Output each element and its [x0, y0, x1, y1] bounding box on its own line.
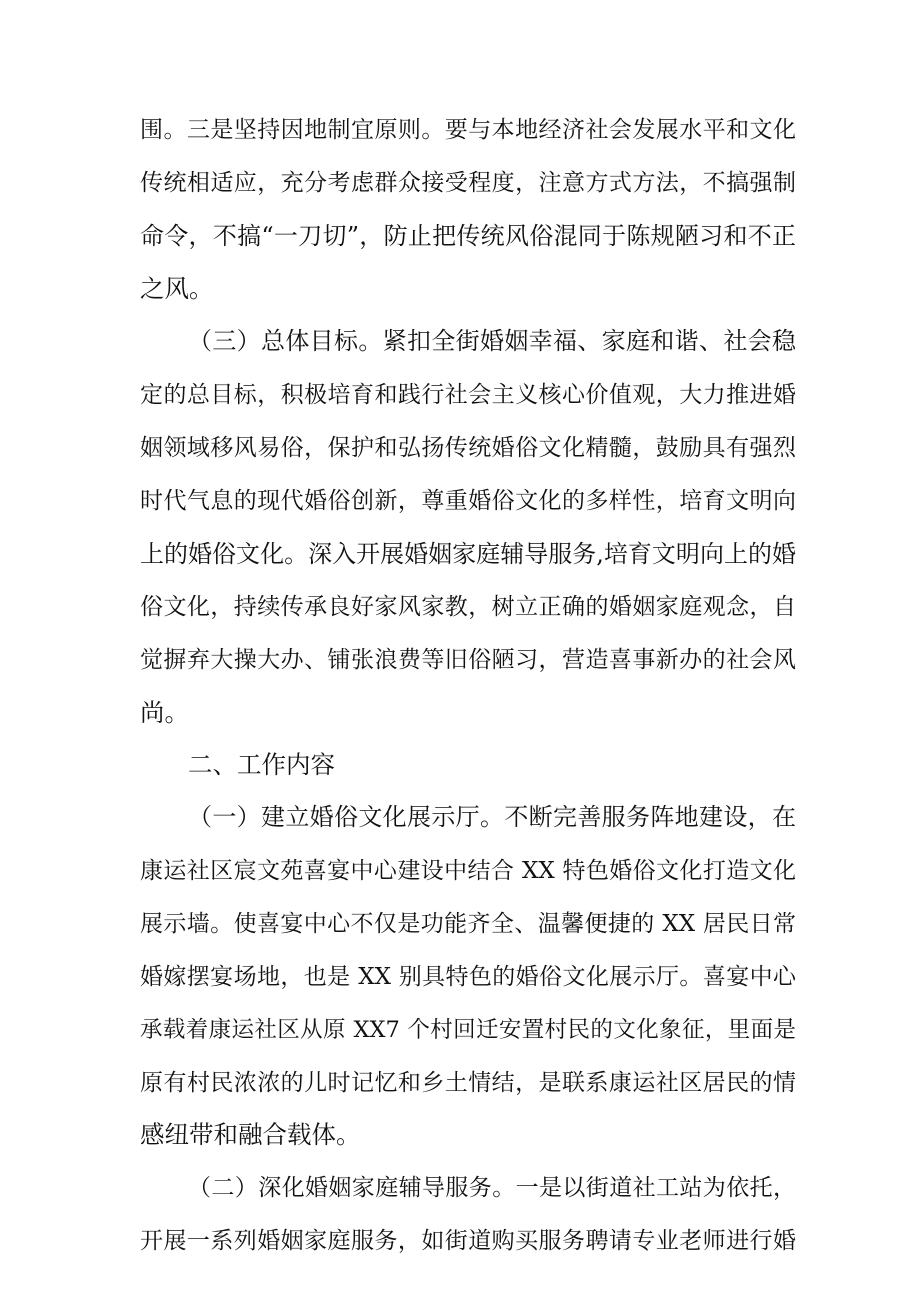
section-heading: 二、工作内容 — [188, 750, 335, 779]
text-line: 婚嫁摆宴场地，也是 XX 别具特色的婚俗文化展示厅。喜宴中心 — [140, 964, 796, 990]
text-line: 围。三是坚持因地制宜原则。要与本地经济社会发展水平和文化 — [140, 117, 796, 143]
text-line: 觉摒弃大操大办、铺张浪费等旧俗陋习，营造喜事新办的社会风 — [140, 647, 796, 673]
text-line: 之风。 — [140, 274, 214, 303]
text-line: 俗文化，持续传承良好家风家教，树立正确的婚姻家庭观念，自 — [140, 594, 796, 620]
text-line: 展示墙。使喜宴中心不仅是功能齐全、温馨便捷的 XX 居民日常 — [140, 911, 796, 937]
text-line: （二）深化婚姻家庭辅导服务。一是以街道社工站为依托， — [188, 1175, 796, 1201]
text-line: 承载着康运社区从原 XX7 个村回迁安置村民的文化象征，里面是 — [140, 1017, 796, 1043]
text-line: 时代气息的现代婚俗创新，尊重婚俗文化的多样性，培育文明向 — [140, 488, 796, 514]
text-line: 开展一系列婚姻家庭服务，如街道购买服务聘请专业老师进行婚 — [140, 1228, 796, 1254]
text-line: 上的婚俗文化。深入开展婚姻家庭辅导服务,培育文明向上的婚 — [140, 540, 796, 568]
text-line: 姻领域移风易俗，保护和弘扬传统婚俗文化精髓，鼓励具有强烈 — [140, 435, 796, 461]
text-line: （一）建立婚俗文化展示厅。不断完善服务阵地建设，在 — [188, 803, 796, 831]
text-line: （三）总体目标。紧扣全街婚姻幸福、家庭和谐、社会稳 — [188, 327, 796, 355]
text-line: 传统相适应，充分考虑群众接受程度，注意方式方法，不搞强制 — [140, 170, 796, 196]
text-line: 康运社区宸文苑喜宴中心建设中结合 XX 特色婚俗文化打造文化 — [140, 858, 796, 884]
text-line: 原有村民浓浓的儿时记忆和乡土情结，是联系康运社区居民的情 — [140, 1070, 796, 1096]
text-line: 命令，不搞“一刀切”，防止把传统风俗混同于陈规陋习和不正 — [140, 222, 796, 250]
text-line: 尚。 — [140, 698, 189, 727]
text-line: 定的总目标，积极培育和践行社会主义核心价值观，大力推进婚 — [140, 382, 796, 408]
text-line: 感纽带和融合载体。 — [140, 1120, 361, 1149]
